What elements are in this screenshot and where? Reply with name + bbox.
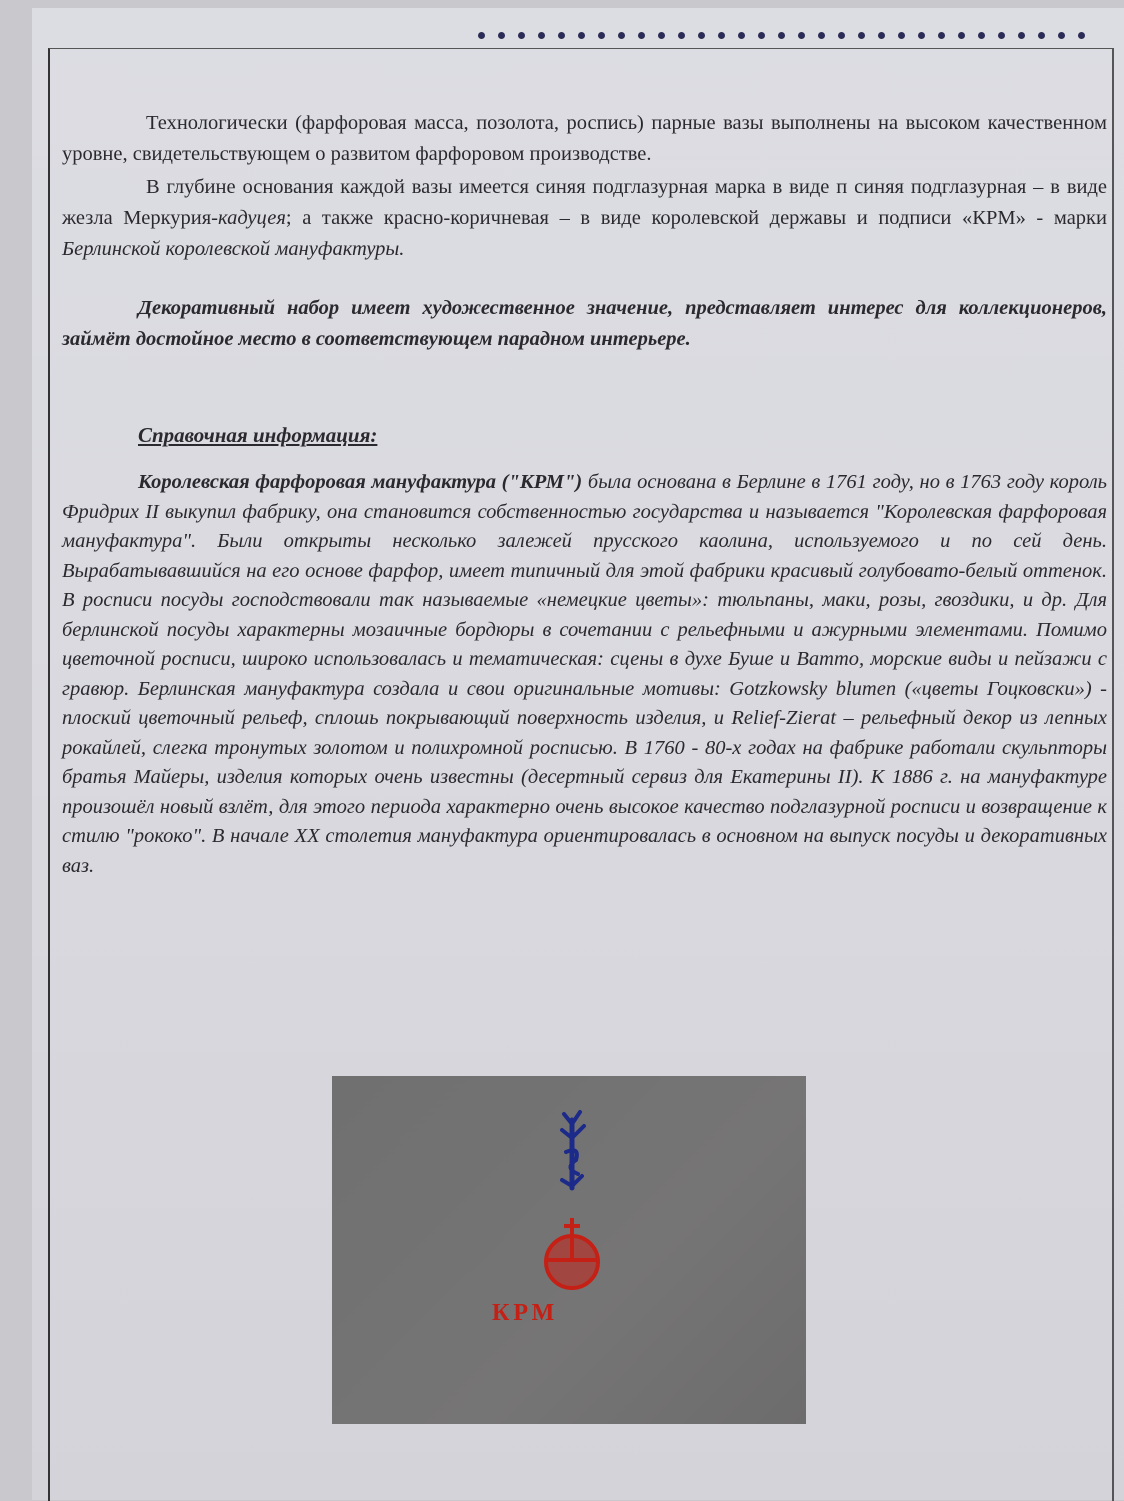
document-body bbox=[62, 108, 1107, 881]
paragraph-reference-info bbox=[62, 468, 1107, 881]
krm-mark-label: КРМ bbox=[492, 1300, 559, 1326]
marks-caduceus-term: кадуцея bbox=[217, 207, 286, 229]
binding-dots bbox=[478, 32, 1118, 39]
marks-text-mid: ; а также красно-коричневая – в виде королевской державы и подписи «КРМ» - марки bbox=[285, 207, 1107, 229]
paragraph-marks bbox=[62, 172, 1107, 265]
kpm-history: была основана в Берлине в 1761 году, но в 1763 году король Фридрих II выкупил фабрику, она становится собственностью государства и называется "Королевская фарфоровая мануфактура". Были открыты несколько залежей прусского каолина, используемого и по сей день. Вырабатывавшийся на его основе фарфор, имеет типичный для этой фабрики красивый голубовато-белый оттенок. В росписи посуды господствовали так называемые «немецкие цветы»: тюльпаны, маки, розы, гвоздики, и др. Для берлинской посуды характерны мозаичные бордюры в сочетании с рельефными и ажурными элементами. Помимо цветочной росписи, широко использовалась и тематическая: сцены в духе Буше и Ватто, морские виды и пейзажи с гравюр. Берлинская мануфактура создала и свои оригинальные мотивы: Gotzkowsky blumen («цветы Гоцковски») - плоский цветочный рельеф, сплошь покрывающий поверхность изделия, и Relief-Zierat – рельефный декор из лепных рокайлей, слегка тронутых золотом и полихромной росписью. В 1760 - 80-х годах на фабрике работали скульпторы братья Майеры, изделия которых очень известны (десертный сервиз для Екатерины II). К 1886 г. на мануфактуре произошёл новый взлёт, для этого периода характерно очень высокое качество подглазурной росписи и возвращение к стилю "рококо". В начале XX столетия мануфактура ориентировалась в основном на выпуск посуды и декоративных ваз. bbox=[62, 471, 1107, 877]
paragraph-decorative-value: Декоративный набор имеет художественное значение, представляет интерес для коллекционеров, займёт достойное место в соответствующем парадном интерьере. bbox=[62, 297, 1107, 350]
mark-drawing bbox=[332, 1076, 806, 1424]
orb-mark bbox=[546, 1218, 598, 1288]
marks-text-start: В глубине основания каждой вазы имеется синяя подглазурная марка в виде п синяя подглазурная – в виде жезла Меркурия- bbox=[62, 176, 1107, 229]
caduceus-mark bbox=[562, 1112, 584, 1188]
marks-manufactory-term: Берлинской королевской мануфактуры. bbox=[62, 238, 405, 260]
kpm-name: Королевская фарфоровая мануфактура ("КРМ") bbox=[138, 471, 583, 493]
paragraph-technology: Технологически (фарфоровая масса, позолота, роспись) парные вазы выполнены на высоком качественном уровне, свидетельствующем о развитом фарфоровом производстве. bbox=[62, 112, 1107, 165]
porcelain-mark-photo bbox=[332, 1076, 806, 1424]
section-heading: Справочная информация: bbox=[138, 423, 378, 447]
